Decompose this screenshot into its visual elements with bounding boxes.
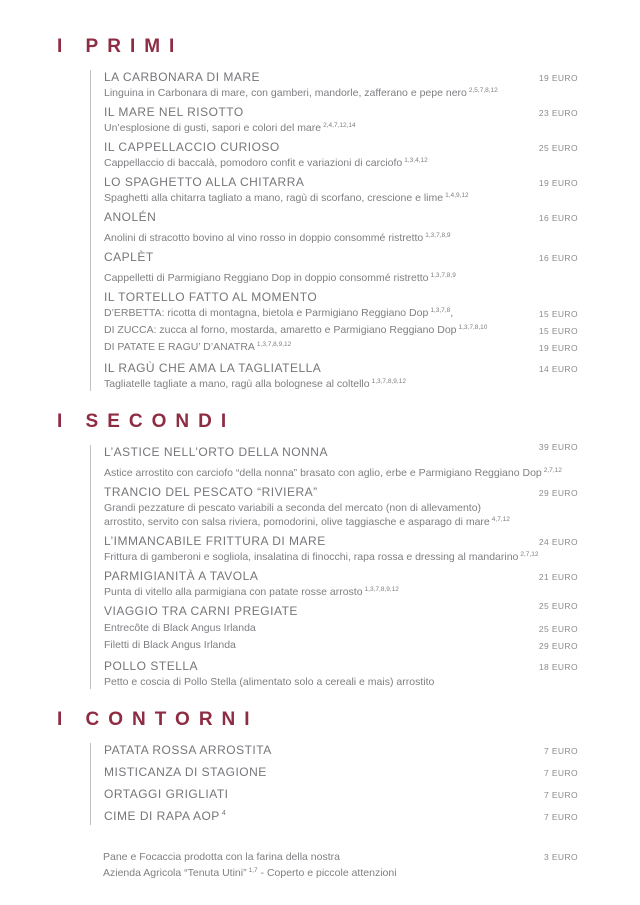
section-primi [57, 36, 578, 391]
menu-item-ragu [104, 361, 578, 391]
item-name-text: CIME DI RAPA AOP [104, 809, 220, 823]
menu-item-mare-nel-risotto [104, 105, 578, 135]
item-name: VIAGGIO TRA CARNI PREGIATE [104, 604, 298, 618]
item-description [104, 121, 578, 135]
allergen-numbers: 2,7,12 [520, 550, 539, 558]
item-name: LA CARBONARA DI MARE [104, 70, 261, 84]
section-secondi-items [90, 442, 578, 689]
menu-footer [103, 849, 578, 881]
item-price: 24 EURO [538, 537, 578, 547]
allergen-numbers: 1,3,4,12 [404, 156, 428, 164]
allergen-numbers: 1,3,7,8,9,12 [364, 585, 399, 593]
menu-item-astice [104, 442, 578, 480]
description-text: Punta di vitello alla parmigiana con patate rosse arrosto [104, 586, 363, 598]
variant-patate [104, 339, 578, 356]
description-text: Spaghetti alla chitarra tagliato a mano, ragù di scorfano, crescione e lime [104, 192, 444, 204]
section-title-primi: I PRIMI [57, 36, 184, 57]
item-name: L’ASTICE NELL’ORTO DELLA NONNA [104, 445, 328, 459]
variant-text [104, 322, 487, 338]
item-price: 25 EURO [538, 601, 578, 611]
item-price: 14 EURO [538, 364, 578, 374]
item-price: 39 EURO [538, 442, 578, 452]
footer-line2-text: Azienda Agricola “Tenuta Utini” [103, 867, 247, 879]
item-name: LO SPAGHETTO ALLA CHITARRA [104, 175, 305, 189]
item-name: PARMIGIANITÀ A TAVOLA [104, 569, 259, 583]
menu-item-patata [104, 743, 578, 759]
item-price: 23 EURO [538, 108, 578, 118]
item-price: 7 EURO [543, 812, 578, 822]
allergen-numbers: 1,4,9,12 [445, 191, 469, 199]
item-price: 19 EURO [538, 178, 578, 188]
variant-zucca [104, 322, 578, 339]
menu-item-viaggio [104, 601, 578, 654]
item-price: 21 EURO [538, 572, 578, 582]
menu-item-cappellaccio [104, 140, 578, 170]
item-description [104, 271, 578, 285]
menu-item-caplet [104, 250, 578, 285]
item-description [104, 466, 578, 480]
description-text: Linguina in Carbonara di mare, con gamberi, mandorle, zafferano e pepe nero [104, 87, 467, 99]
item-description-line2 [104, 515, 578, 529]
section-contorni [57, 709, 578, 825]
item-name: IL MARE NEL RISOTTO [104, 105, 244, 119]
menu-item-pollo [104, 659, 578, 689]
item-price: 15 EURO [538, 309, 578, 319]
item-price: 16 EURO [538, 253, 578, 263]
menu-item-trancio [104, 485, 578, 529]
variant-text [104, 305, 453, 321]
description-text: Petto e coscia di Pollo Stella (alimentato solo a cereali e mais) arrostito [104, 676, 435, 688]
section-title-contorni: I CONTORNI [57, 709, 259, 730]
variant-label: Filetti di Black Angus Irlanda [104, 639, 236, 651]
description-text: Cappellaccio di baccalà, pomodoro confit e variazioni di carciofo [104, 157, 403, 169]
item-price: 7 EURO [543, 790, 578, 800]
variant-text [104, 339, 291, 355]
item-name: ANOLÉN [104, 210, 157, 224]
item-name: TRANCIO DEL PESCATO “RIVIERA” [104, 485, 318, 499]
item-name: IL CAPPELLACCIO CURIOSO [104, 140, 280, 154]
item-price: 19 EURO [538, 343, 578, 353]
item-description [104, 501, 578, 515]
allergen-numbers: 1,3,7,8,9,12 [371, 377, 406, 385]
menu-item-cime-di-rapa [104, 809, 578, 825]
menu-item-misticanza [104, 765, 578, 781]
footer-line2-suffix: - Coperto e piccole attenzioni [257, 867, 397, 879]
item-description [104, 550, 578, 564]
item-description [104, 86, 578, 100]
description-text: Cappelletti di Parmigiano Reggiano Dop in doppio consommé ristretto [104, 272, 429, 284]
item-price: 15 EURO [538, 326, 578, 336]
variant-label: D’ERBETTA: ricotta di montagna, bietola e Parmigiano Reggiano Dop [104, 307, 429, 319]
menu-item-carbonara [104, 70, 578, 100]
section-primi-items [90, 70, 578, 391]
menu-item-frittura [104, 534, 578, 564]
item-description [104, 585, 578, 599]
variant-label: DI ZUCCA: zucca al forno, mostarda, amaretto e Parmigiano Reggiano Dop [104, 324, 457, 336]
description-text: Frittura di gamberoni e sogliola, insalatina di finocchi, rapa rossa e dressing al mandarino [104, 551, 519, 563]
item-price: 7 EURO [543, 768, 578, 778]
allergen-numbers: 1,3,7,8,10 [458, 323, 488, 331]
description-text: Grandi pezzature di pescato variabili a seconda del mercato (non di allevamento) [104, 502, 482, 514]
allergen-numbers: 1,3,7,8,9 [430, 271, 456, 279]
allergen-numbers: 4 [221, 810, 227, 817]
variant-filetti [104, 637, 578, 654]
item-name: MISTICANZA DI STAGIONE [104, 765, 267, 779]
item-price: 29 EURO [538, 641, 578, 651]
allergen-numbers: 1,7 [248, 866, 258, 874]
item-price: 29 EURO [538, 488, 578, 498]
menu-item-parmigianita [104, 569, 578, 599]
variant-suffix: , [450, 307, 454, 319]
item-name: IL RAGÙ CHE AMA LA TAGLIATELLA [104, 361, 322, 375]
item-price: 7 EURO [543, 746, 578, 756]
item-price: 25 EURO [538, 143, 578, 153]
description-text: Anolini di stracotto bovino al vino rosso in doppio consommé ristretto [104, 232, 424, 244]
section-contorni-items [90, 743, 578, 825]
item-name: CAPLÈT [104, 250, 154, 264]
section-title-secondi: I SECONDI [57, 411, 236, 432]
allergen-numbers: 1,3,7,8,9,12 [256, 340, 292, 348]
allergen-numbers: 2,5,7,8,12 [468, 86, 498, 94]
description-text: Un’esplosione di gusti, sapori e colori del mare [104, 122, 322, 134]
footer-line1: Pane e Focaccia prodotta con la farina della nostra [103, 851, 340, 863]
item-name: ORTAGGI GRIGLIATI [104, 787, 229, 801]
item-name: POLLO STELLA [104, 659, 199, 673]
item-price: 25 EURO [538, 624, 578, 634]
variant-label: DI PATATE E RAGU’ D’ANATRA [104, 341, 255, 353]
item-name: PATATA ROSSA ARROSTITA [104, 743, 272, 757]
item-description [104, 191, 578, 205]
item-description [104, 675, 578, 689]
menu-item-tortello [104, 290, 578, 356]
description-text: Tagliatelle tagliate a mano, ragù alla bolognese al coltello [104, 378, 370, 390]
item-name: L’IMMANCABILE FRITTURA DI MARE [104, 534, 326, 548]
item-name: IL TORTELLO FATTO AL MOMENTO [104, 290, 318, 304]
footer-price: 3 EURO [543, 852, 578, 862]
variant-entrecote [104, 620, 578, 637]
variant-erbetta [104, 305, 578, 322]
allergen-numbers: 1,3,7,8 [430, 306, 451, 314]
item-price: 16 EURO [538, 213, 578, 223]
allergen-numbers: 4,7,12 [491, 515, 510, 523]
variant-label: Entrecôte di Black Angus Irlanda [104, 622, 256, 634]
menu-item-anolen [104, 210, 578, 245]
item-description [104, 377, 578, 391]
section-secondi [57, 411, 578, 689]
item-price: 18 EURO [538, 662, 578, 672]
item-name [104, 809, 226, 824]
allergen-numbers: 2,7,12 [543, 466, 562, 474]
description-text: Astice arrostito con carciofo “della nonna” brasato con aglio, erbe e Parmigiano Reggiano Dop [104, 467, 542, 479]
menu-item-spaghetto [104, 175, 578, 205]
allergen-numbers: 1,3,7,8,9 [425, 231, 451, 239]
menu-item-ortaggi [104, 787, 578, 803]
allergen-numbers: 2,4,7,12,14 [323, 121, 356, 129]
item-description [104, 231, 578, 245]
item-description [104, 156, 578, 170]
footer-line2 [103, 865, 578, 881]
description-text: arrostito, servito con salsa riviera, pomodorini, olive taggiasche e asparago di mare [104, 516, 490, 528]
item-price: 19 EURO [538, 73, 578, 83]
